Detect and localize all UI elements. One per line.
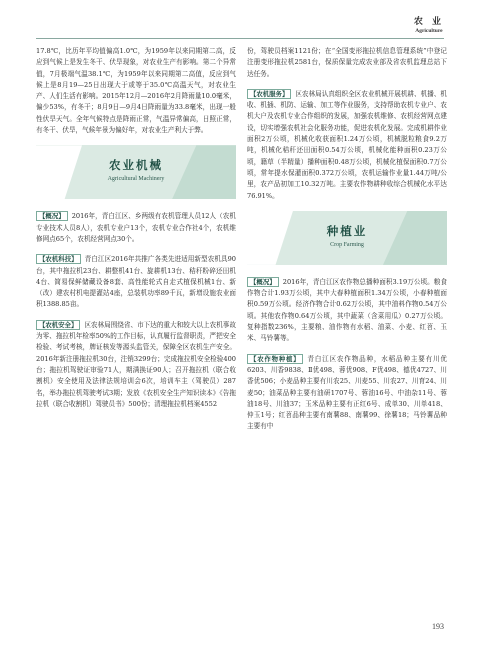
section-tag: 【农机服务】 <box>247 89 291 99</box>
banner-title: 种植业 <box>326 223 368 238</box>
banner-subtitle: Crop Farming <box>330 241 364 248</box>
paragraph-text: 区农林局认真组织全区农业机械开展机耕、机播、机收、机插、机防、运输、加工等作业服务，支持帮助农机专业户、农机大户及农机专业合作组织的发展，加强农机维修、农机经营网点建设，切实增强农机社会化服务功能，促进农机化发展。完成机耕作业面积2万公顷，机械化收获面积1.24万公顷，机械脱粒粮食9.2万吨，机械化秸秆还田面积0.54万公顷，机械化能种面积0.23万公顷，籍草（半精量）播种面积0.48万公顷，机械化植保面积0.7万公顷，常年提水保灌面积0.372万公顷，农机运输作业量1.44万吨/公里，农产品初加工10.32万吨。主要农作物耕种收综合机械化水平达76.91%。 <box>247 89 447 200</box>
section-tag: 【概况】 <box>36 211 68 221</box>
paragraph-text: 2016年，青白江区农作物总播种面积3.19万公顷。粮食作物合计1.93万公顷，其中大春种植面积1.34万公顷，小春种植面积0.59万公顷。经济作物合计0.62万公顷，其中油料作物0.54万公顷。其他农作物0.64万公顷，其中蔬菜（含菜用瓜）0.27万公顷。复种指数236%，主要粮、油作物有水稻、油菜、小麦、红苕、玉米、马铃薯等。 <box>247 277 448 343</box>
machinery-tech-paragraph <box>36 254 236 310</box>
section-tag: 【农机安全】 <box>36 320 80 330</box>
paragraph-text: 区农林局围绕省、市下达的重大和较大以上农机事故为零、拖拉机年检率50%的工作目标，认真履行监督职责，严把安全检验、考试考核，牌证核发等源头监管关，保障全区农机生产安全。2016年新注册拖拉机30台，注销3299台；完成拖拉机安全检验400台；拖拉机驾驶证审验71人，期满换证90人；召开拖拉机（联合收割机）安全使用及法律法规培训会6次，培训车主（驾驶员）287名，举办拖拉机驾驶考试3期；发放《农机安全生产知识读本》《告拖拉机（联合收割机）驾驶员书》500份；清理拖拉机档案4552 <box>36 320 236 408</box>
paragraph-text: 青白江区2016年共推广各类先进适用新型农机具90台，其中拖拉机23台、耕整机41台、旋耕机13台、秸秆粉碎还田机4台、简易保鲜储藏设备8套、高性能轮式自走式植保机械1台、新（改）建农村机电提灌站4座，总装机功率89千瓦，新增设施农业面积1388.85亩。 <box>36 255 237 309</box>
section-tag: 【农作物种植】 <box>247 354 303 364</box>
machinery-service-paragraph <box>247 89 447 202</box>
paragraph-text: 青白江区农作物品种，水稻品种主要有川优6203、川香9838、Ⅱ优498、蓉优908、F优498、德优4727、川香优506；小麦品种主要有川农25、川麦55、川农27、川育24、川麦50；油菜品种主要有油研1707号、蓉油16号、中油杂11号、蓉油18号、川油37；玉米品种主要有正红6号、成单30、川单418、仲玉1号；红苕品种主要有南薯88、南薯99、徐薯18；马铃薯品种主要有中 <box>247 354 448 431</box>
running-header <box>414 14 444 34</box>
overview-paragraph <box>36 211 236 245</box>
machinery-safety-paragraph <box>36 320 236 410</box>
section-banner-agricultural-machinery <box>36 145 236 199</box>
crop-planting-paragraph <box>247 354 447 433</box>
continuation-paragraph: 份，驾驶员档案1121份；在“全国变形拖拉机信息管理系统”中登记注册变形拖拉机2581台，保质保量完成农业部及省农机监理总站下达任务。 <box>247 47 447 78</box>
section-banner-crop-farming <box>247 211 447 265</box>
paragraph-text: 2016年，青白江区、乡两级有农机管理人员12人（农机专业技术人员8人），农机专业户13个，农机专业合作社4个，农机维修网点65个，农机经营网点30个。 <box>36 212 237 243</box>
banner-subtitle: Agricultural Machinery <box>107 176 165 183</box>
section-tag: 【概况】 <box>247 277 279 287</box>
left-column <box>36 46 236 410</box>
section-tag: 【农机科技】 <box>36 254 81 264</box>
climate-paragraph: 17.8℃，比历年平均值偏高1.0℃，为1959年以来同期第二高，反应到气候上是发生冬干、伏旱现象，对农业生产有影响。第二个异常值，7月极端气温38.1℃，为1959年以来同期第二高值，反应到气候上是8月19—25日出现大于或等于35.0℃高温天气，对农业生产、人们生活有影响。2015年12月—2016年2月降雨量10.0毫米，偏少53%，有冬干；8月9日—9月4日降雨量为33.8毫米，出现一般性伏旱天气。全年气候特点是降雨正常，气温异常偏高，日照正常，有冬干、伏旱，气候年景为偏好年，对农业生产利大于弊。 <box>36 47 236 135</box>
section-title-en: Agriculture <box>415 28 443 34</box>
banner-title: 农业机械 <box>109 158 163 173</box>
page-number: 193 <box>432 622 444 631</box>
section-title-zh: 农 业 <box>413 17 444 27</box>
right-column <box>247 46 447 433</box>
crop-overview-paragraph <box>247 277 447 345</box>
header-rule <box>36 38 444 39</box>
